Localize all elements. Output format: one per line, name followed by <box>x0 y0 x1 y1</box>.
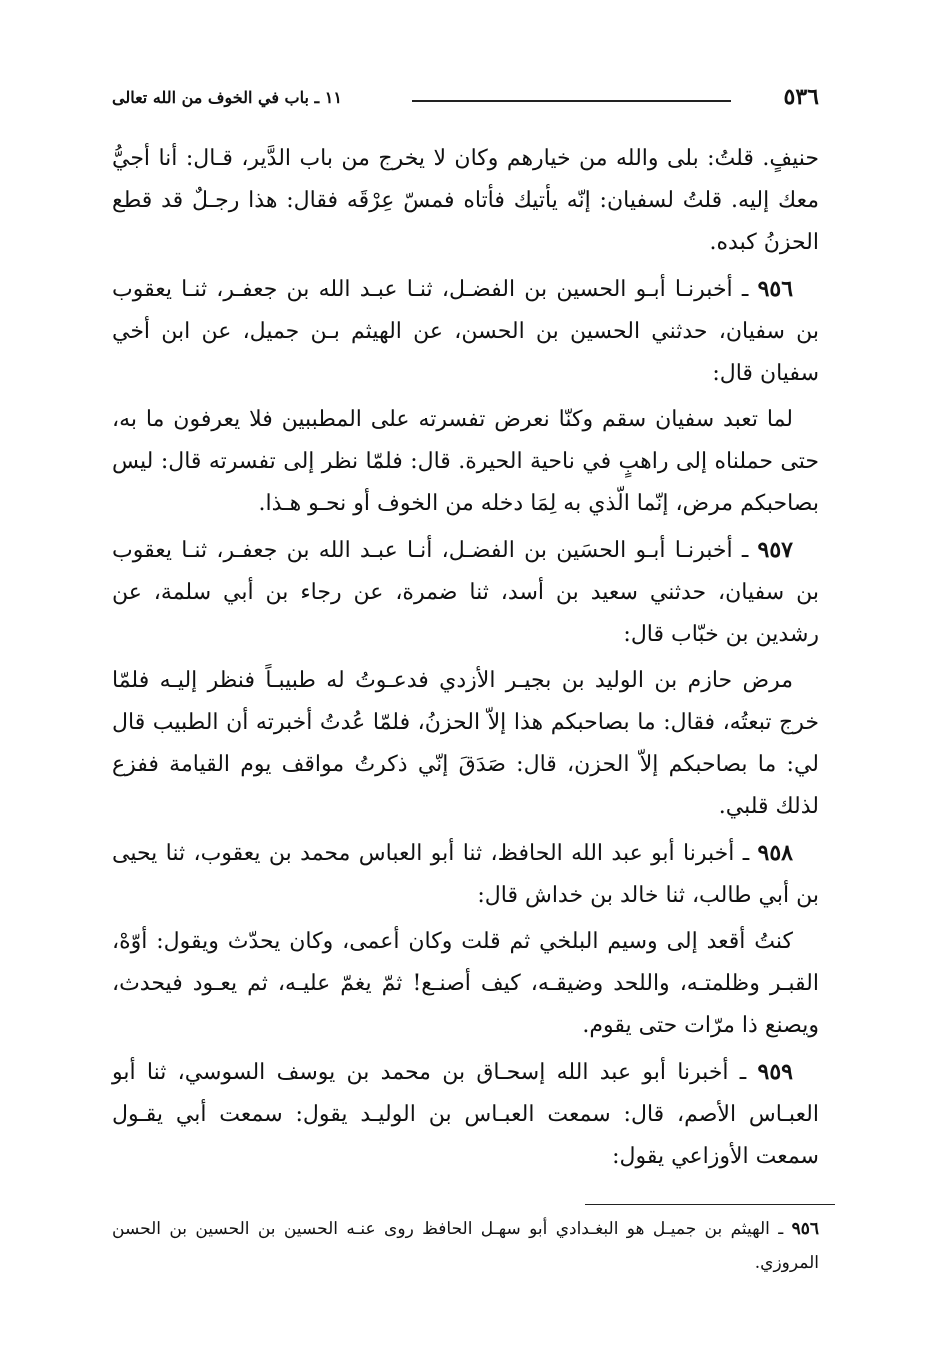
narrative-paragraph <box>112 921 819 1047</box>
page-number: ٥٣٦ <box>783 84 819 110</box>
narrative-paragraph <box>112 399 819 525</box>
paragraph-text: كنتُ أقعد إلى وسيم البلخي ثم قلت وكان أعمى، وكان يحدّث ويقول: أوّهْ، القبـر وظلمتـه، واللحد وضيقـه، كيف أصنـع! ثمّ يغمّ عليـه، ثم يعـود فيحدث، ويصنع ذا مرّات حتى يقوم. <box>112 929 819 1038</box>
footnotes <box>112 1212 819 1280</box>
hadith-text: ـ أخبرنـا أبـو الحسَين بن الفضـل، أنـا عبـد الله بن جعفـر، ثنـا يعقوب بن سفيان، حدثني سعيد بن أسد، ثنا ضمرة، عن رجاء بن أبي سلمة، عن رشدين بن خبّاب قال: <box>112 538 819 647</box>
hadith-number: ٩٥٩ <box>757 1059 793 1085</box>
narrative-paragraph <box>112 660 819 828</box>
running-title: ١١ ـ باب في الخوف من الله تعالى <box>112 88 342 107</box>
footnote-text: ـ الهيثم بن جميـل هو البغـدادي أبو سهـل الحافظ روى عنـه الحسين بن الحسين بن الحسن المروزي. <box>112 1219 819 1273</box>
hadith-959 <box>112 1051 819 1178</box>
header-rule <box>412 100 731 102</box>
hadith-text: ـ أخبرنا أبو عبد الله إسحـاق بن محمد بن يوسف السوسي، ثنا أبو العبـاس الأصم، قال: سمعت العبـاس بن الوليـد يقول: سمعت أبي يقـول سمعت الأوزاعي يقول: <box>112 1060 819 1169</box>
hadith-956 <box>112 268 819 395</box>
hadith-text: ـ أخبرنا أبو عبد الله الحافظ، ثنا أبو العباس محمد بن يعقوب، ثنا يحيى بن أبي طالب، ثنا خالد بن خداش قال: <box>112 841 819 908</box>
hadith-number: ٩٥٨ <box>757 840 793 866</box>
footnote-956 <box>112 1212 819 1280</box>
hadith-958 <box>112 832 819 917</box>
hadith-number: ٩٥٧ <box>757 537 793 563</box>
hadith-957 <box>112 529 819 656</box>
paragraph-continuation <box>112 138 819 264</box>
main-text <box>112 138 819 1182</box>
hadith-text: ـ أخبرنـا أبـو الحسين بن الفضـل، ثنـا عبـد الله بن جعفـر، ثنـا يعقوب بن سفيان، حدثني الحسين بن الحسن، عن الهيثم بـن جميل، عن ابن أخي سفيان قال: <box>112 277 819 386</box>
paragraph-text: حنيفٍ. قلتُ: بلى والله من خيارهم وكان لا يخرج من باب الدَّير، قـال: أنا أجيُّ معك إليه. قلتُ لسفيان: إنّه يأتيك فأتاه فمسّ عِرْقَه فقال: هذا رجـلٌ قد قطع الحزنُ كبده. <box>112 146 819 255</box>
footnote-rule <box>585 1204 835 1205</box>
page-header <box>112 84 819 124</box>
paragraph-text: مرض حازم بن الوليد بن بجيـر الأزدي فدعـوتُ له طبيبـاً فنظر إليـه فلمّا خرج تبعتُه، فقال: ما بصاحبكم هذا إلاّ الحزنُ، فلمّا عُدتُ أخبرته أن الطبيب قال لي: ما بصاحبكم إلاّ الحزن، قال: صَدَقَ إنّي ذكرتُ مواقف يوم القيامة ففزع لذلك قلبي. <box>112 668 819 819</box>
hadith-number: ٩٥٦ <box>757 276 794 302</box>
footnote-number: ٩٥٦ <box>791 1219 819 1239</box>
paragraph-text: لما تعبد سفيان سقم وكنّا نعرض تفسرته على المطببين فلا يعرفون ما به، حتى حملناه إلى راهبٍ في ناحية الحيرة. قال: فلمّا نظر إلى تفسرته قال: ليس بصاحبكم مرض، إنّما الّذي به لِمَا دخله من الخوف أو نحـو هـذا. <box>112 407 819 516</box>
